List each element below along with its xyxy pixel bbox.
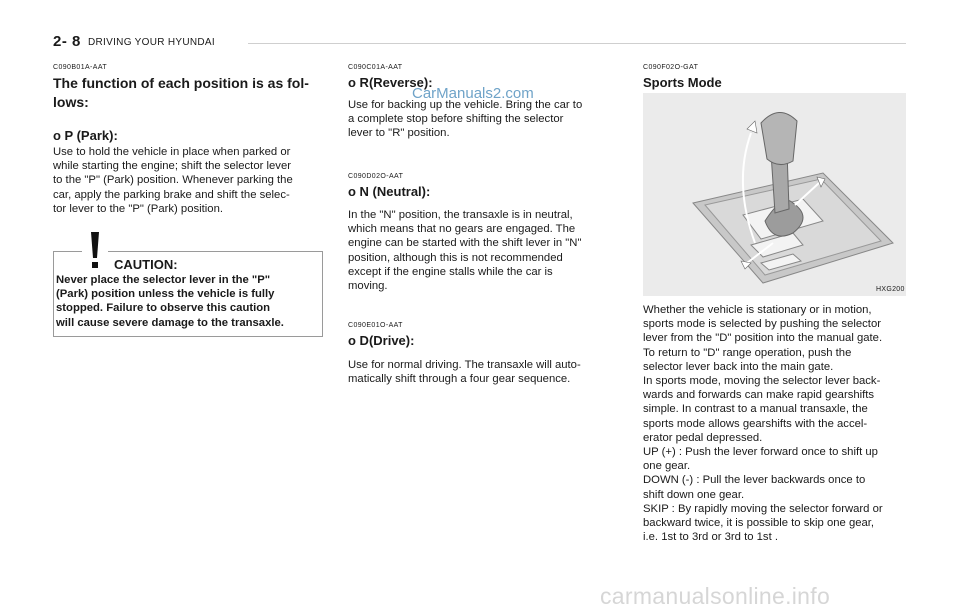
park-line: tor lever to the "P" (Park) position. xyxy=(53,202,224,215)
reverse-line: lever to "R" position. xyxy=(348,127,450,140)
shift-lever-illustration xyxy=(643,93,906,296)
drive-title: o D(Drive): xyxy=(348,333,415,348)
sports-line: UP (+) : Push the lever forward once to shift up xyxy=(643,446,878,459)
drive-line: Use for normal driving. The transaxle will auto- xyxy=(348,359,581,371)
sports-line: sports mode allows gearshifts with the accel- xyxy=(643,417,868,430)
section-code-reverse: C090C01A-AAT xyxy=(348,64,403,71)
sports-line: wards and forwards can make rapid gearshifts xyxy=(643,389,875,402)
page-number: 2- 8 xyxy=(53,33,81,50)
caution-line: will cause severe damage to the transaxle. xyxy=(56,316,284,329)
sports-line: i.e. 1st to 3rd or 3rd to 1st . xyxy=(643,531,779,544)
neutral-line: except if the engine stalls while the car is xyxy=(348,265,553,278)
sports-mode-title: Sports Mode xyxy=(643,75,722,90)
positions-heading-line1: The function of each position is as fol- xyxy=(53,75,309,91)
section-title: DRIVING YOUR HYUNDAI xyxy=(88,37,215,48)
neutral-line: In the "N" position, the transaxle is in neutral, xyxy=(348,209,573,221)
caution-line: Never place the selector lever in the "P" xyxy=(56,274,271,286)
sports-line: erator pedal depressed. xyxy=(643,431,763,444)
caution-text xyxy=(56,273,318,330)
reverse-title: o R(Reverse): xyxy=(348,75,433,90)
reverse-line: a complete stop before shifting the selector xyxy=(348,113,564,126)
neutral-title: o N (Neutral): xyxy=(348,184,431,199)
section-code-drive: C090E01O-AAT xyxy=(348,322,403,329)
neutral-line: position, although this is not recommended xyxy=(348,251,563,264)
caution-line: stopped. Failure to observe this caution xyxy=(56,302,271,315)
neutral-description xyxy=(348,208,613,293)
drive-line: matically shift through a four gear sequence. xyxy=(348,373,571,386)
park-line: while starting the engine; shift the selector lever xyxy=(53,160,291,173)
section-code-positions: C090B01A-AAT xyxy=(53,64,108,71)
sports-line: selector lever back into the main gate. xyxy=(643,360,834,373)
caution-title: CAUTION: xyxy=(114,257,178,272)
neutral-line: which means that no gears are engaged. The xyxy=(348,223,576,236)
sports-line: sports mode is selected by pushing the selector xyxy=(643,318,881,331)
neutral-line: moving. xyxy=(348,280,388,293)
sports-line: DOWN (-) : Pull the lever backwards once to xyxy=(643,474,866,487)
caution-line: (Park) position unless the vehicle is fully xyxy=(56,288,275,301)
drive-description xyxy=(348,358,613,386)
park-line: Use to hold the vehicle in place when parked or xyxy=(53,146,291,158)
park-title: o P (Park): xyxy=(53,128,118,143)
section-code-sports: C090F02O-GAT xyxy=(643,64,699,71)
park-line: car, apply the parking brake and shift the selec- xyxy=(53,188,290,201)
watermark-carmanualsonline: carmanualsonline.info xyxy=(600,583,831,609)
shift-lever-figure xyxy=(643,93,906,296)
sports-line: To return to "D" range operation, push the xyxy=(643,346,852,359)
header-divider xyxy=(248,43,906,44)
section-code-neutral: C090D02O-AAT xyxy=(348,173,404,180)
neutral-line: engine can be started with the shift lever in "N" xyxy=(348,237,582,250)
sports-line: Whether the vehicle is stationary or in motion, xyxy=(643,304,872,316)
sports-line: shift down one gear. xyxy=(643,488,745,501)
positions-heading-line2: lows: xyxy=(53,94,89,110)
park-line: to the "P" (Park) position. Whenever parking the xyxy=(53,174,293,187)
sports-line: SKIP : By rapidly moving the selector forward or xyxy=(643,502,883,515)
sports-line: backward twice, it is possible to skip one gear, xyxy=(643,517,875,530)
sports-line: In sports mode, moving the selector lever back- xyxy=(643,375,881,388)
sports-mode-description xyxy=(643,303,907,544)
reverse-line: Use for backing up the vehicle. Bring the car to xyxy=(348,99,583,111)
reverse-description xyxy=(348,98,613,141)
watermark-carmanuals2: CarManuals2.com xyxy=(412,85,534,102)
sports-line: one gear. xyxy=(643,460,691,473)
figure-label: HXG200 xyxy=(876,286,905,293)
sports-line: simple. In contrast to a manual transaxle, the xyxy=(643,403,868,416)
park-description xyxy=(53,145,319,216)
sports-line: lever from the "D" position into the manual gate. xyxy=(643,332,883,345)
exclamation-icon xyxy=(82,230,108,270)
